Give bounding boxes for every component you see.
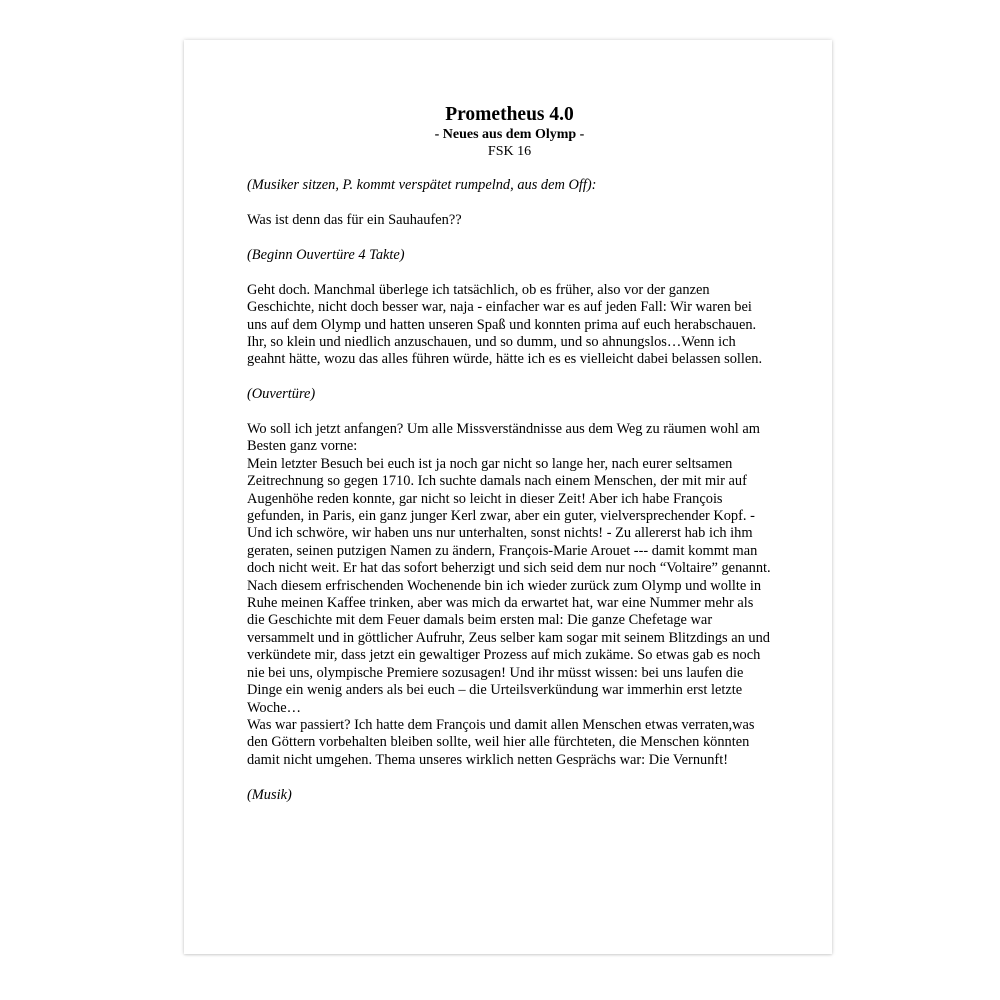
spacer <box>247 160 772 177</box>
stage-direction-4: (Musik) <box>247 786 292 803</box>
document-subtitle: - Neues aus dem Olymp - <box>434 127 585 142</box>
document-title: Prometheus 4.0 <box>445 104 574 125</box>
monologue-paragraph-2c: Was war passiert? Ich hatte dem François und damit allen Menschen etwas verraten,was den Göttern vorbehalten bleiben sollte, weil hier alle fürchteten, die Menschen könnten damit nicht umgehen. Thema unseres wirklich netten Gesprächs war: Die Vernunft! <box>247 716 755 768</box>
stage-direction-2: (Beginn Ouvertüre 4 Takte) <box>247 246 405 263</box>
spacer <box>247 404 772 421</box>
dialogue-line-1: Was ist denn das für ein Sauhaufen?? <box>247 212 462 229</box>
monologue-paragraph-2a: Wo soll ich jetzt anfangen? Um alle Missverständnisse aus dem Weg zu räumen wohl am Besten ganz vorne: <box>247 421 760 455</box>
age-rating: FSK 16 <box>487 144 532 159</box>
document-content <box>247 104 772 804</box>
spacer <box>247 769 772 786</box>
spacer <box>247 195 772 212</box>
spacer <box>247 230 772 247</box>
spacer <box>247 369 772 386</box>
stage-direction-3: (Ouvertüre) <box>247 386 316 403</box>
document-page <box>184 40 832 954</box>
monologue-paragraph-1: Geht doch. Manchmal überlege ich tatsächlich, ob es früher, also vor der ganzen Geschichte, nicht doch besser war, naja - einfacher war es auf jeden Fall: Wir waren bei uns auf dem Olymp und hatten unseren Spaß und konnten prima auf euch herabschauen. Ihr, so klein und niedlich anzuschauen, und so dumm, und so ahnungslos…Wenn ich geahnt hätte, wozu das alles führen würde, hätte ich es es vielleicht dabei belassen sollen. <box>247 281 763 368</box>
monologue-paragraph-2b: Mein letzter Besuch bei euch ist ja noch gar nicht so lange her, nach eurer seltsamen Zeitrechnung so gegen 1710. Ich suchte damals nach einem Menschen, der mit mir auf Augenhöhe reden konnte, gar nicht so leicht in dieser Zeit! Aber ich habe François gefunden, in Paris, ein ganz junger Kerl zwar, aber ein guter, vielversprechender Kopf. - Und ich schwöre, wir haben uns nur unterhalten, sonst nichts! - Zu allererst hab ich ihm geraten, seinen putzigen Namen zu ändern, François-Marie Arouet --- damit kommt man doch nicht weit. Er hat das sofort beherzigt und sich seid dem nur noch “Voltaire” genannt. Nach diesem erfrischenden Wochenende bin ich wieder zurück zum Olymp und wollte in Ruhe meinen Kaffee trinken, aber was mich da erwartet hat, war eine Nummer mehr als die Geschichte mit dem Feuer damals beim ersten mal: Die ganze Chefetage war versammelt und in göttlicher Aufruhr, Zeus selber kam sogar mit seinem Blitzdings an und verkündete mir, dass jetzt ein gewaltiger Prozess auf mich zukäme. So etwas gab es noch nie bei uns, olympische Premiere sozusagen! Und ihr müsst wissen: bei uns laufen die Dinge ein wenig anders als bei euch – die Urteilsverkündung war immerhin erst letzte Woche… <box>247 455 771 716</box>
spacer <box>247 264 772 281</box>
stage-direction-1: (Musiker sitzen, P. kommt verspätet rumpelnd, aus dem Off): <box>247 177 597 194</box>
